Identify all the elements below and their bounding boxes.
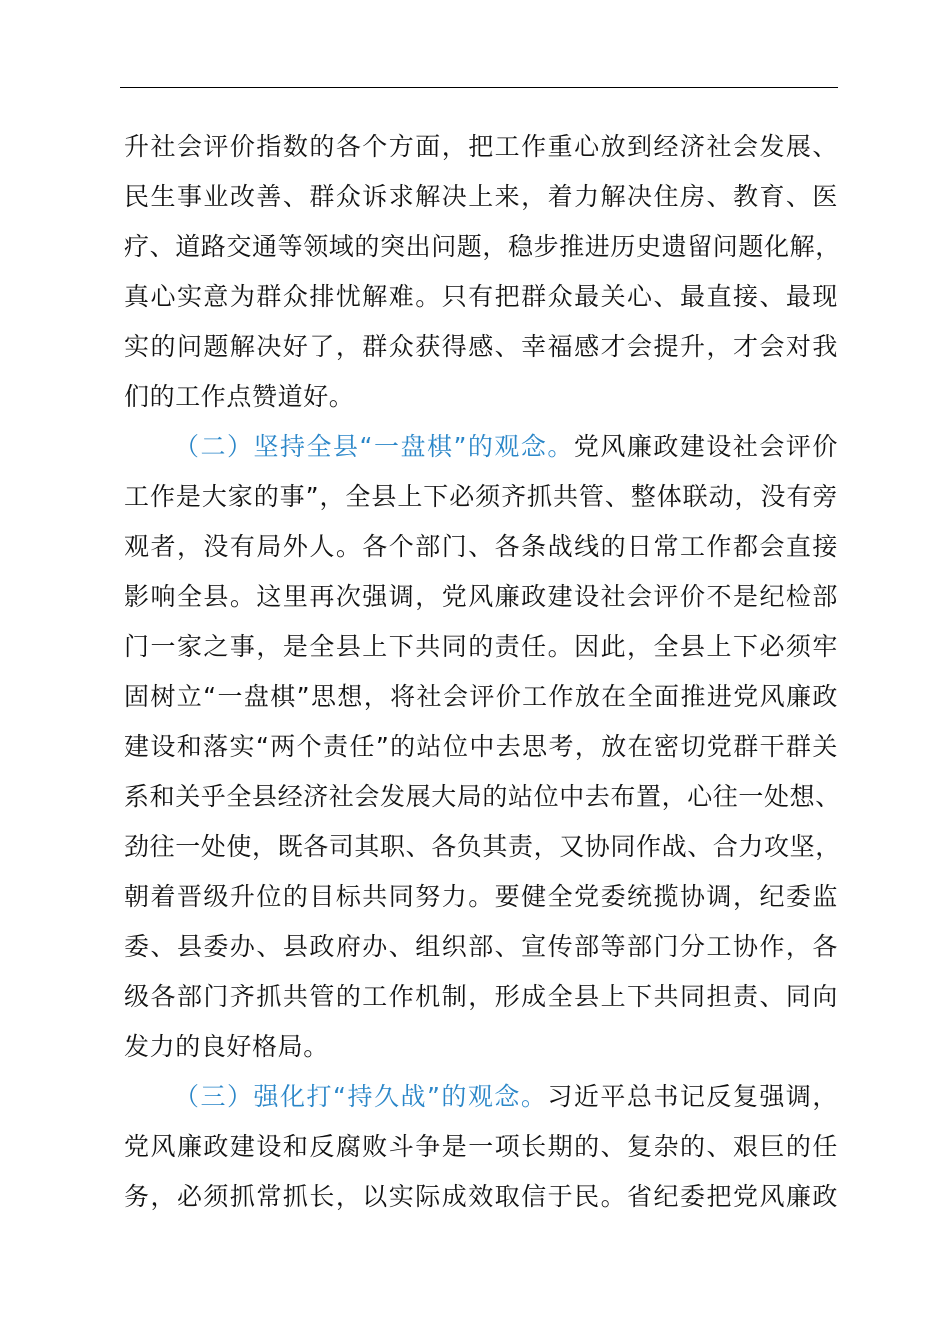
section-3-first-line-text: 习近平总书记反复强调， (547, 1082, 839, 1111)
body-line: 实的问题解决好了，群众获得感、幸福感才会提升，才会对我 (124, 332, 838, 361)
body-line: 工作是大家的事”，全县上下必须齐抓共管、整体联动，没有旁 (124, 482, 838, 511)
body-line: 级各部门齐抓共管的工作机制，形成全县上下共同担责、同向 (124, 982, 838, 1011)
body-line: 民生事业改善、群众诉求解决上来，着力解决住房、教育、医 (124, 182, 838, 211)
body-line: 党风廉政建设和反腐败斗争是一项长期的、复杂的、艰巨的任 (124, 1132, 838, 1161)
section-3-heading: （三）强化打“持久战”的观念。 (174, 1082, 548, 1111)
body-line: 观者，没有局外人。各个部门、各条战线的日常工作都会直接 (124, 532, 838, 561)
body-line: 影响全县。这里再次强调，党风廉政建设社会评价不是纪检部 (124, 582, 838, 611)
body-line: 务，必须抓常抓长，以实际成效取信于民。省纪委把党风廉政 (124, 1182, 838, 1211)
body-line: 建设和落实“两个责任”的站位中去思考，放在密切党群干群关 (124, 732, 838, 761)
body-line: 劲往一处使，既各司其职、各负其责，又协同作战、合力攻坚， (124, 832, 841, 861)
body-line: 朝着晋级升位的目标共同努力。要健全党委统揽协调，纪委监 (124, 882, 838, 911)
body-line: 固树立“一盘棋”思想，将社会评价工作放在全面推进党风廉政 (124, 682, 838, 711)
body-line: 委、县委办、县政府办、组织部、宣传部等部门分工协作，各 (124, 932, 838, 961)
body-line: 真心实意为群众排忧解难。只有把群众最关心、最直接、最现 (124, 282, 838, 311)
body-line: 们的工作点赞道好。 (124, 382, 355, 411)
section-2-heading: （二）坚持全县“一盘棋”的观念。 (174, 432, 574, 461)
section-2-first-line-text: 党风廉政建设社会评价 (573, 432, 838, 461)
body-line: 系和关乎全县经济社会发展大局的站位中去布置，心往一处想、 (124, 782, 841, 811)
body-line: 升社会评价指数的各个方面，把工作重心放到经济社会发展、 (124, 132, 838, 161)
body-line: 发力的良好格局。 (124, 1032, 329, 1061)
section-3-first-line (174, 1072, 838, 1122)
section-2-first-line (174, 422, 838, 472)
body-line: 门一家之事，是全县上下共同的责任。因此，全县上下必须牢 (124, 632, 838, 661)
body-line: 疗、道路交通等领域的突出问题，稳步推进历史遗留问题化解， (124, 232, 841, 261)
header-rule (120, 87, 838, 88)
